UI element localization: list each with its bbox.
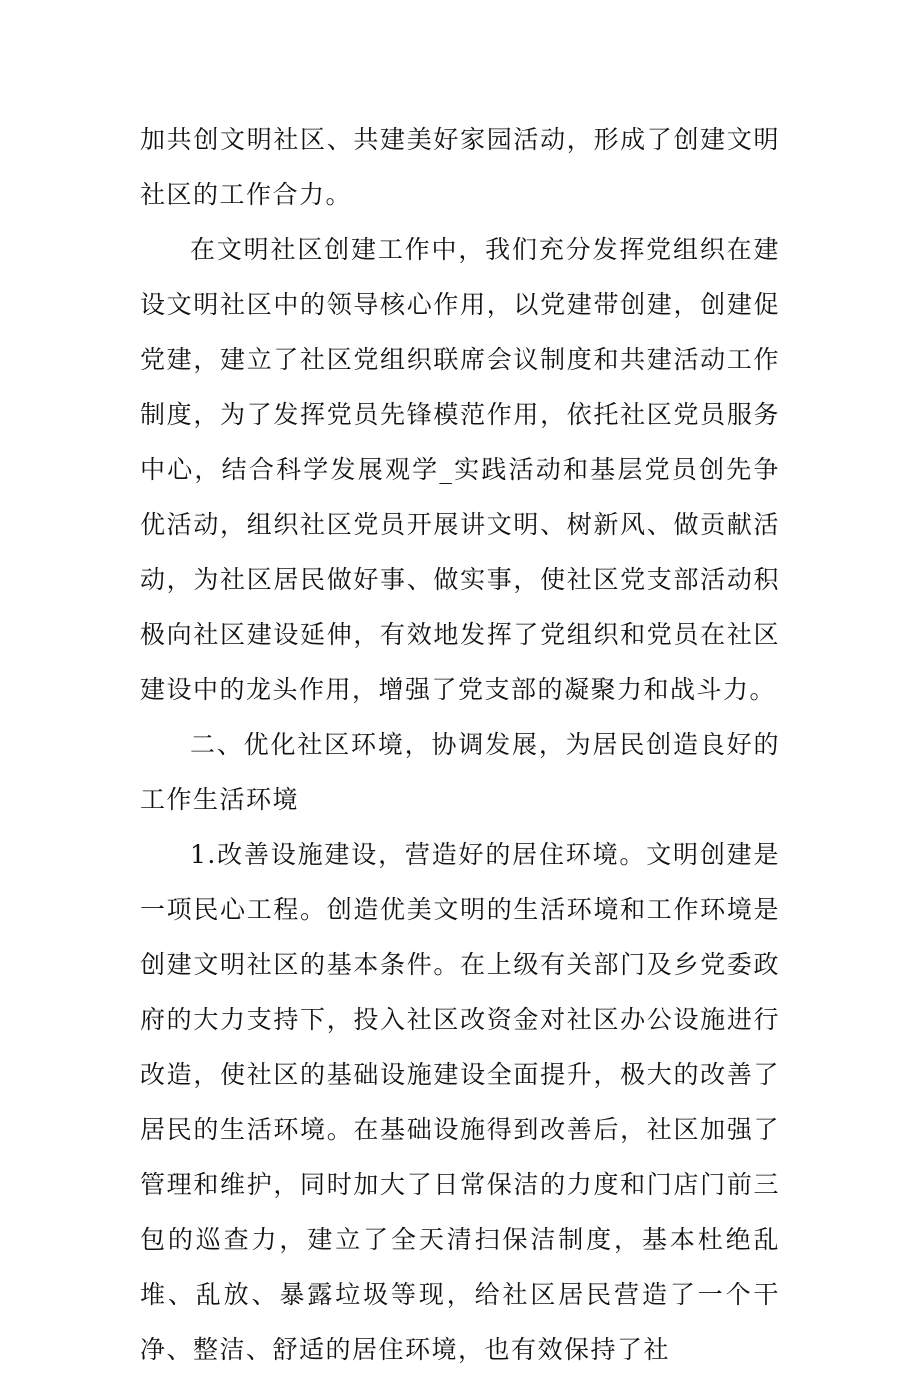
paragraph-continuation: 加共创文明社区、共建美好家园活动，形成了创建文明社区的工作合力。 — [140, 125, 780, 209]
paragraph-party-building: 在文明社区创建工作中，我们充分发挥党组织在建设文明社区中的领导核心作用，以党建带创建，创建促党建，建立了社区党组织联席会议制度和共建活动工作制度，为了发挥党员先锋模范作用，依托社区党员服务中心，结合科学发展观学_实践活动和基层党员创先争优活动，组织社区党员开展讲文明、树新风、做贡献活动，为社区居民做好事、做实事，使社区党支部活动积极向社区建设延伸，有效地发挥了党组织和党员在社区建设中的龙头作用，增强了党支部的凝聚力和战斗力。 — [140, 235, 780, 704]
section-heading-environment: 二、优化社区环境，协调发展，为居民创造良好的工作生活环境 — [140, 730, 780, 814]
document-page — [140, 112, 780, 1377]
paragraph-facilities: 1.改善设施建设，营造好的居住环境。文明创建是一项民心工程。创造优美文明的生活环境和工作环境是创建文明社区的基本条件。在上级有关部门及乡党委政府的大力支持下，投入社区改资金对社区办公设施进行改造，使社区的基础设施建设全面提升，极大的改善了居民的生活环境。在基础设施得到改善后，社区加强了管理和维护，同时加大了日常保洁的力度和门店门前三包的巡查力，建立了全天清扫保洁制度，基本杜绝乱堆、乱放、暴露垃圾等现，给社区居民营造了一个干净、整洁、舒适的居住环境，也有效保持了社 — [140, 840, 780, 1364]
